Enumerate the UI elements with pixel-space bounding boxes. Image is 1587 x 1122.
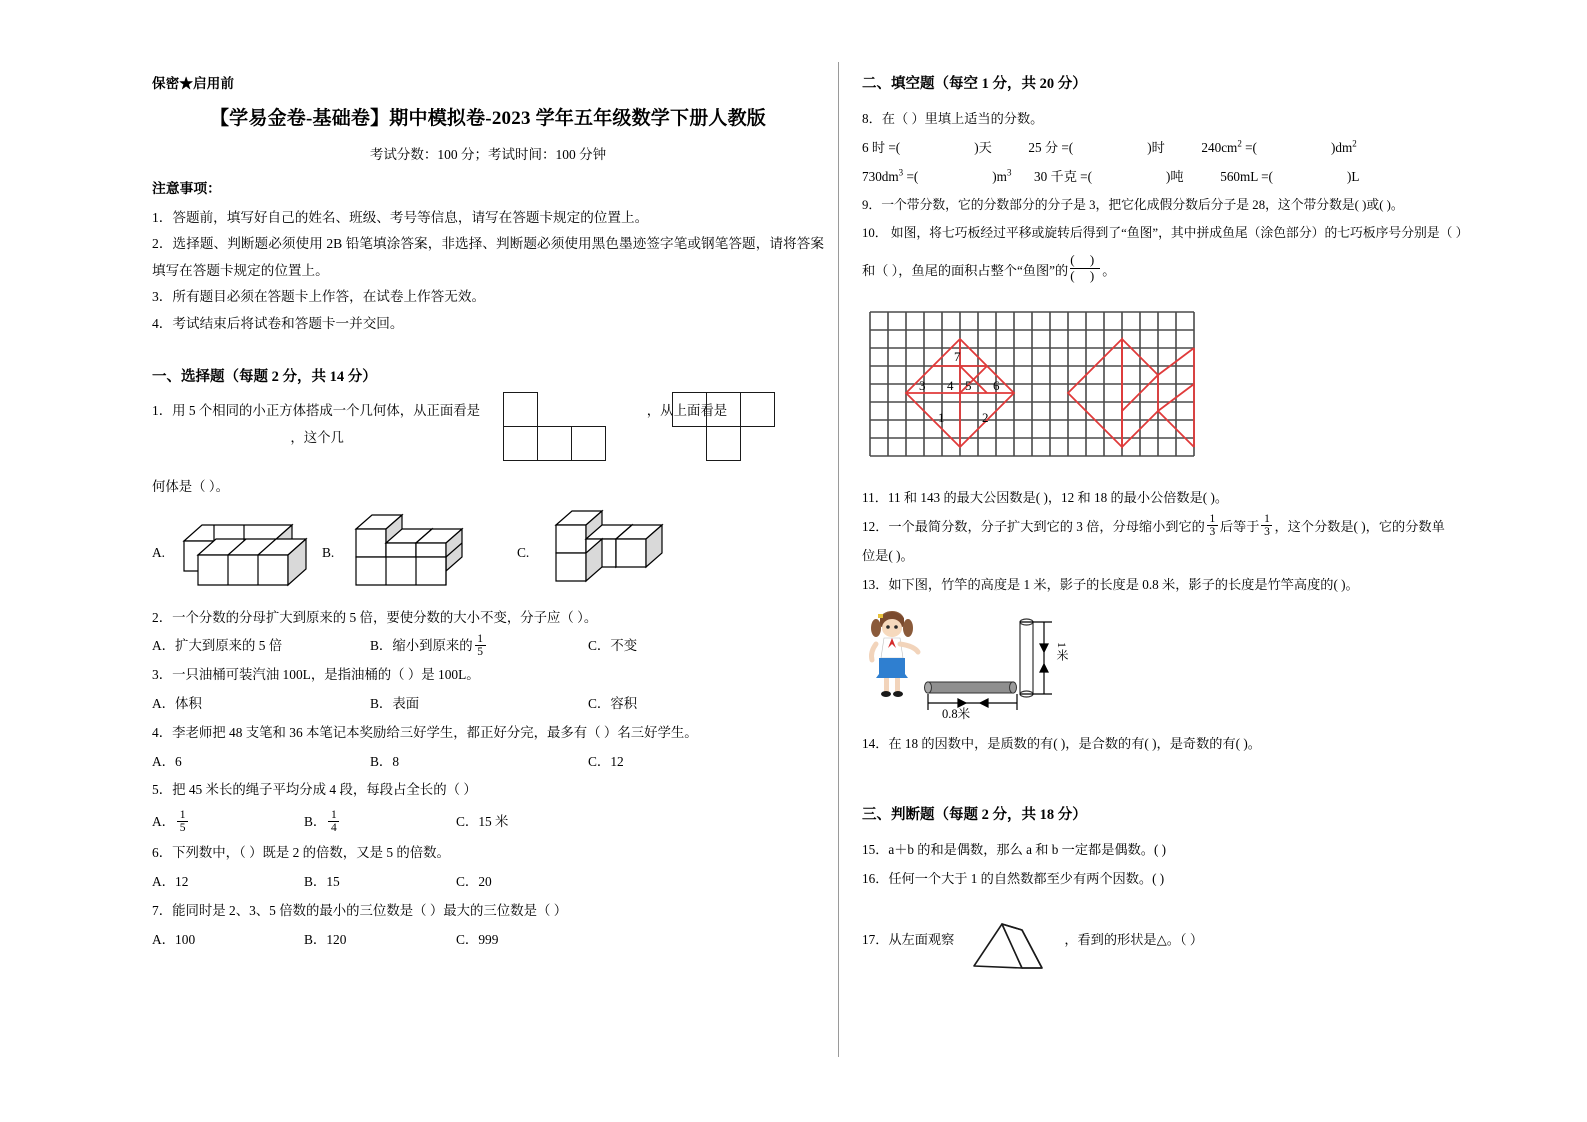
question-2: 2．一个分数的分母扩大到原来的 5 倍，要使分数的大小不变，分子应（ ）。 <box>152 609 598 625</box>
tangram-label-1: 1 <box>938 409 945 425</box>
height-label: 1米 <box>1055 641 1069 662</box>
fraction-numerator: 1 <box>1264 512 1270 525</box>
tangram-label-3: 3 <box>919 377 926 393</box>
tangram-figure <box>862 304 1540 474</box>
question-15: 15．a＋b 的和是偶数，那么 a 和 b 一定都是偶数。( ) <box>862 841 1167 857</box>
q8-item3-rsup: 2 <box>1352 138 1357 149</box>
question-3: 3．一只油桶可装汽油 100L，是指油桶的（ ）是 100L。 <box>152 667 480 683</box>
fraction-denominator: 3 <box>1264 525 1270 538</box>
question-12-fraction-2 <box>1261 513 1272 538</box>
question-1-line2: 何体是（ ）。 <box>152 478 229 494</box>
left-column <box>152 72 824 956</box>
question-10-fraction <box>1070 253 1100 284</box>
notice-item-3: 3．所有题目必须在答题卡上作答，在试卷上作答无效。 <box>152 289 486 305</box>
q5-option-a-label: A． <box>152 814 176 830</box>
option-c-label: C. <box>517 544 530 560</box>
fraction-denominator: 3 <box>1209 525 1216 538</box>
question-17-post: ，看到的形状是△。（ ） <box>1064 932 1204 948</box>
q8-item2-right: )时 <box>1147 140 1165 156</box>
q8-item4-mid: =( <box>903 169 919 185</box>
q3-option-c[interactable]: C．容积 <box>588 695 638 711</box>
q7-option-b[interactable]: B．120 <box>304 931 347 947</box>
page-title: 【学易金卷-基础卷】期中模拟卷-2023 学年五年级数学下册人教版 <box>209 108 766 129</box>
option-a-label: A. <box>152 544 166 560</box>
q3-option-b[interactable]: B．表面 <box>370 695 420 711</box>
tangram-fish-icon <box>1068 339 1194 447</box>
tangram-label-4: 4 <box>947 377 954 393</box>
question-13-figure <box>862 604 1540 724</box>
q2-option-b-fraction <box>475 633 486 658</box>
question-12-line1 <box>862 513 1540 540</box>
tangram-label-2: 2 <box>982 409 989 425</box>
question-8: 8．在（ ）里填上适当的分数。 <box>862 111 1044 126</box>
notice-item-2: 2．选择题、判断题必须使用 2B 铅笔填涂答案，非选择、判断题必须使用黑色墨迹签字笔或钢笔答题，请将答案填写在答题卡规定的位置上。 <box>152 236 824 278</box>
q8-item4-left: 730dm <box>862 169 899 185</box>
q2-option-b[interactable] <box>370 633 588 660</box>
question-10-line2-pre: 和（ ），鱼尾的面积占整个“鱼图”的 <box>862 262 1069 278</box>
right-column <box>862 72 1540 970</box>
question-3-options <box>152 691 824 718</box>
notice-heading: 注意事项： <box>152 180 221 196</box>
question-11: 11．11 和 143 的最大公因数是( )，12 和 18 的最小公倍数是( )。 <box>862 489 1229 505</box>
column-divider <box>838 62 839 1057</box>
question-8-row2 <box>862 163 1540 190</box>
q2-option-a[interactable]: A．扩大到原来的 5 倍 <box>152 638 283 654</box>
q8-item4-right: )m <box>992 169 1007 185</box>
question-10-line2-post: 。 <box>1102 262 1116 278</box>
question-1-options-3d <box>152 511 824 589</box>
bamboo-pole-icon <box>1020 619 1033 697</box>
secret-notice: 保密★启用前 <box>152 76 235 91</box>
question-8-row1 <box>862 134 1540 161</box>
tangram-label-6: 6 <box>993 377 1000 393</box>
question-4-options <box>152 749 824 776</box>
question-12-line2: 位是( )。 <box>862 547 914 563</box>
question-5-options <box>152 806 824 838</box>
question-12-pre: 12．一个最简分数，分子扩大到它的 3 倍，分母缩小到它的 <box>862 518 1205 534</box>
q3-option-a[interactable]: A．体积 <box>152 695 202 711</box>
question-1-text-part2: ，从上面看是 <box>646 403 728 419</box>
q8-item2-left: 25 分 =( <box>1028 140 1074 156</box>
girl-illustration-icon <box>871 611 918 697</box>
section-heading-choice: 一、选择题（每题 2 分，共 14 分） <box>152 369 377 386</box>
question-5: 5．把 45 米长的绳子平均分成 4 段，每段占全长的（ ） <box>152 782 477 798</box>
question-7-options <box>152 927 824 954</box>
q8-item3-sup: 2 <box>1237 138 1242 149</box>
q5-option-a[interactable] <box>152 806 304 838</box>
section-heading-fill: 二、填空题（每空 1 分，共 20 分） <box>862 76 1087 92</box>
question-6-options <box>152 869 824 896</box>
exam-subtitle: 考试分数：100 分；考试时间：100 分钟 <box>369 146 607 162</box>
question-9: 9．一个带分数，它的分数部分的分子是 3，把它化成假分数后分子是 28，这个带分数是( )或( )。 <box>862 198 1404 213</box>
question-10-line1: 10． 如图，将七巧板经过平移或旋转后得到了“鱼图”，其中拼成鱼尾（涂色部分）的七巧板序号分别是（ ） <box>862 226 1469 241</box>
option-c-solid-icon <box>542 505 692 585</box>
fraction-denominator: ( ) <box>1070 267 1101 283</box>
shadow-cylinder-icon <box>925 682 1017 693</box>
fraction-numerator: 1 <box>179 808 186 821</box>
q4-option-c[interactable]: C．12 <box>588 753 624 769</box>
bamboo-shadow-svg <box>862 604 1162 724</box>
question-1-text-part1: 1．用 5 个相同的小正方体搭成一个几何体，从正面看是 <box>152 403 481 419</box>
fraction-numerator: 1 <box>330 808 337 821</box>
question-10-line2 <box>862 251 1540 286</box>
q8-item4-sup: 3 <box>898 167 904 178</box>
q5-option-b[interactable] <box>304 806 456 838</box>
q7-option-c[interactable]: C．999 <box>456 931 499 947</box>
notice-item-1: 1．答题前，填写好自己的姓名、班级、考号等信息，请写在答题卡规定的位置上。 <box>152 209 649 225</box>
q8-item6-left: 560mL =( <box>1220 169 1273 185</box>
q6-option-c[interactable]: C．20 <box>456 874 492 890</box>
tangram-label-7: 7 <box>954 348 961 364</box>
fraction-numerator: ( ) <box>1070 251 1101 267</box>
option-b-label: B. <box>322 544 335 560</box>
q7-option-a[interactable]: A．100 <box>152 931 196 947</box>
q8-item3-left: 240cm <box>1201 140 1238 156</box>
q8-item6-right: )L <box>1346 169 1360 185</box>
q4-option-a[interactable]: A．6 <box>152 753 182 769</box>
notice-item-4: 4．考试结束后将试卷和答题卡一并交回。 <box>152 315 404 331</box>
question-17 <box>862 912 1540 968</box>
question-1-text-part3: ，这个几 <box>290 429 344 445</box>
fraction-numerator: 1 <box>1209 512 1216 525</box>
q8-item1-left: 6 时 =( <box>862 140 901 156</box>
question-2-options <box>152 633 824 660</box>
question-6: 6．下列数中，（ ）既是 2 的倍数，又是 5 的倍数。 <box>152 845 450 861</box>
q5-option-a-fraction <box>177 809 188 834</box>
fraction-denominator: 5 <box>477 646 484 659</box>
q5-option-b-label: B． <box>304 814 327 830</box>
question-12-mid: 后等于 <box>1219 518 1260 534</box>
shadow-label: 0.8米 <box>942 706 971 721</box>
question-17-pre: 17．从左面观察 <box>862 932 955 948</box>
q4-option-b[interactable]: B．8 <box>370 753 400 769</box>
question-14: 14．在 18 的因数中，是质数的有( )，是合数的有( )，是奇数的有( )。 <box>862 735 1261 751</box>
question-7: 7．能同时是 2、3、5 倍数的最小的三位数是（ ）最大的三位数是（ ） <box>152 903 568 919</box>
tangram-label-5: 5 <box>965 377 972 393</box>
q2-option-b-text: B．缩小到原来的 <box>370 638 473 654</box>
fraction-denominator: 5 <box>179 821 186 834</box>
fraction-numerator: 1 <box>477 633 484 646</box>
q6-option-a[interactable]: A．12 <box>152 874 189 890</box>
q2-option-c[interactable]: C．不变 <box>588 638 638 654</box>
q8-item1-right: )天 <box>974 140 992 156</box>
question-13: 13．如下图，竹竿的高度是 1 米，影子的长度是 0.8 米，影子的长度是竹竿高度的( )。 <box>862 576 1359 592</box>
q8-item5-right: )吨 <box>1166 169 1184 185</box>
q6-option-b[interactable]: B．15 <box>304 874 340 890</box>
q5-option-b-fraction <box>328 809 339 834</box>
q8-item5-left: 30 千克 =( <box>1034 169 1093 185</box>
q5-option-c[interactable]: C．15 米 <box>456 814 509 830</box>
section-heading-judge: 三、判断题（每题 2 分，共 18 分） <box>862 806 1087 823</box>
question-16: 16．任何一个大于 1 的自然数都至少有两个因数。( ) <box>862 870 1165 886</box>
q8-item3-mid: =( <box>1241 140 1257 156</box>
fraction-denominator: 4 <box>330 821 337 834</box>
q8-item4-rsup: 3 <box>1006 167 1012 178</box>
q8-item3-right: )dm <box>1330 140 1353 156</box>
question-4: 4．李老师把 48 支笔和 36 本笔记本奖励给三好学生，都正好分完，最多有（ ）名三好学生。 <box>152 724 698 740</box>
question-12-fraction-1 <box>1207 513 1218 538</box>
question-12-post: ，这个分数是( )，它的分数单 <box>1274 518 1445 534</box>
option-b-solid-icon <box>348 511 498 587</box>
triangular-prism-icon <box>968 918 1056 974</box>
option-a-solid-icon <box>176 515 316 589</box>
tangram-svg <box>862 304 1362 474</box>
